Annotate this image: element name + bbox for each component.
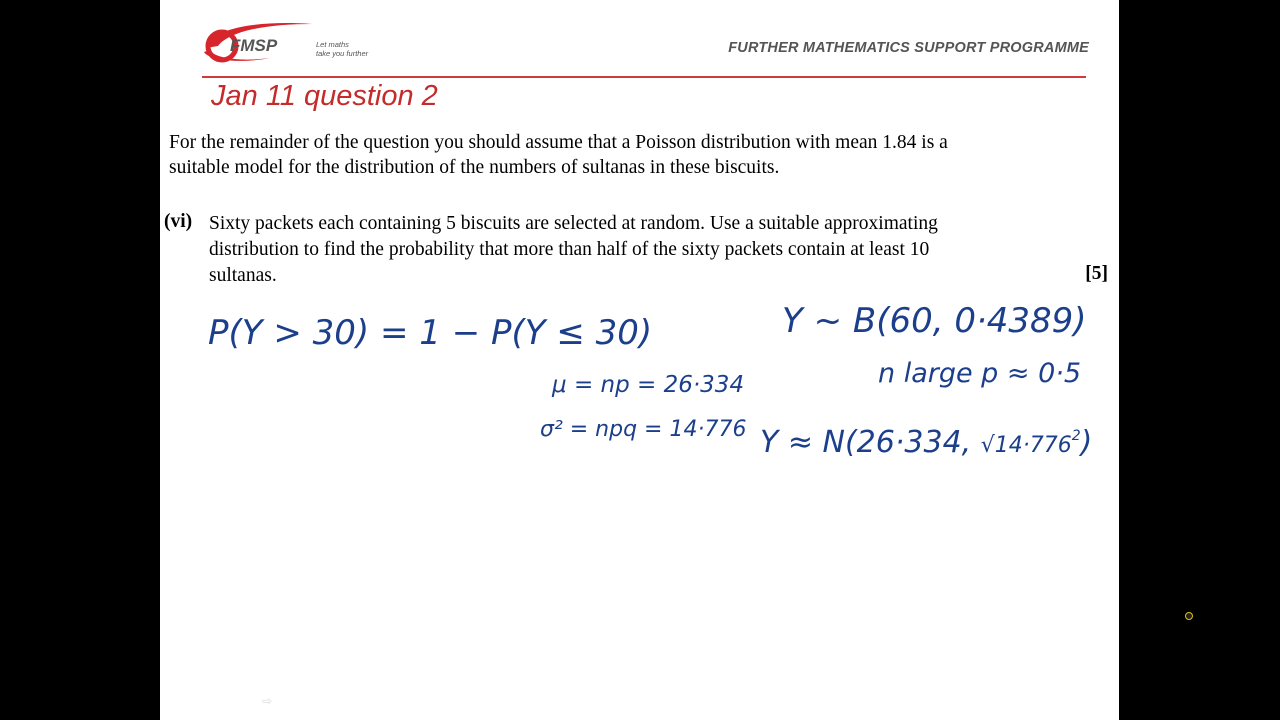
document-page: [160, 0, 1119, 720]
intro-line-2: suitable model for the distribution of the numbers of sultanas in these biscuits.: [169, 157, 780, 178]
pen-cursor-icon: [1185, 612, 1193, 620]
fmsp-logo-mark: [200, 18, 316, 66]
part-line-1: Sixty packets each containing 5 biscuits are selected at random. Use a suitable approximating: [209, 213, 938, 234]
header-rule: [202, 76, 1086, 78]
handwriting-normal-root: √14·776: [980, 433, 1072, 458]
handwriting-probability: P(Y > 30) = 1 − P(Y ≤ 30): [208, 313, 653, 353]
faint-pointer-icon: ⇨: [262, 694, 273, 708]
part-label: (vi): [164, 211, 193, 232]
handwriting-normal-close: ): [1080, 425, 1093, 460]
fmsp-logo: [200, 18, 370, 66]
part-line-3: sultanas.: [209, 265, 277, 286]
handwriting-mean: μ = np = 26·334: [552, 372, 745, 398]
logo-tagline-line-2: take you further: [316, 48, 369, 58]
part-line-2: distribution to find the probability that more than half of the sixty packets contain at least 10: [209, 239, 930, 260]
handwriting-normal: [760, 425, 1092, 460]
part-question-text: [209, 211, 1108, 289]
handwriting-condition: n large p ≈ 0·5: [878, 358, 1082, 389]
handwriting-binomial: Y ~ B(60, 0·4389): [782, 301, 1087, 341]
handwriting-variance: σ² = npq = 14·776: [540, 417, 747, 442]
page-title: Jan 11 question 2: [211, 80, 438, 112]
marks-badge: [5]: [1085, 263, 1108, 284]
intro-paragraph: [169, 130, 1101, 180]
logo-wordmark: FMSP: [230, 36, 278, 55]
intro-line-1: For the remainder of the question you should assume that a Poisson distribution with mean 1.84 is a: [169, 132, 948, 153]
handwriting-normal-square: 2: [1071, 428, 1081, 444]
programme-banner: FURTHER MATHEMATICS SUPPORT PROGRAMME: [728, 40, 1089, 56]
logo-tagline-line-1: Let maths: [316, 40, 349, 49]
handwriting-normal-prefix: Y ≈ N(26·334,: [760, 425, 981, 460]
logo-tagline: [316, 41, 368, 58]
